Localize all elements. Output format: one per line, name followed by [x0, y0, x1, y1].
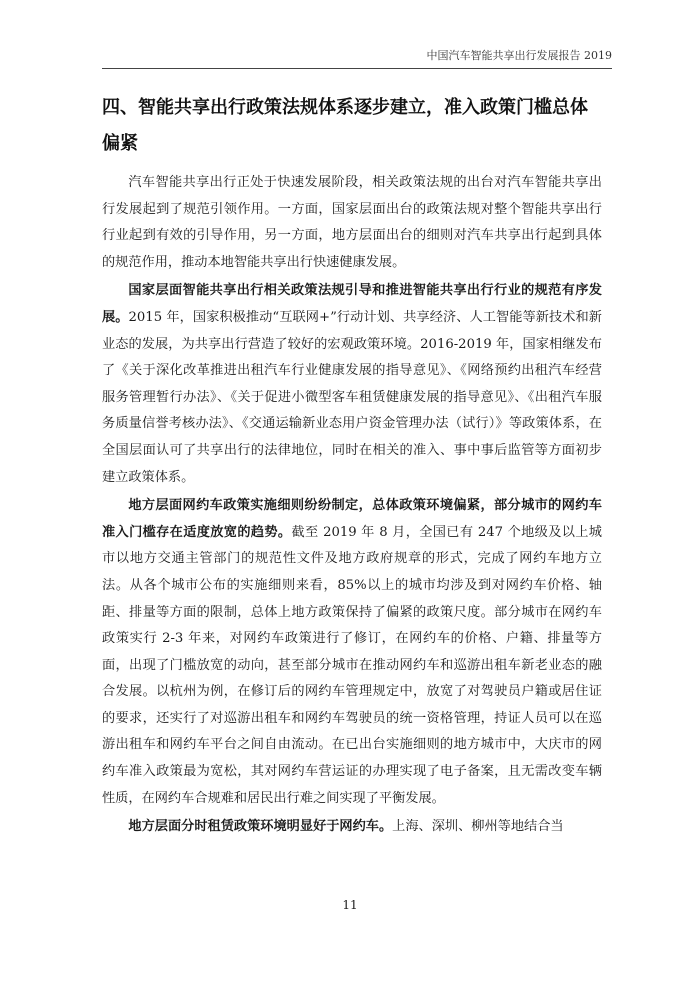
- header-divider: [102, 68, 612, 69]
- page-number: 11: [342, 898, 358, 912]
- paragraph-lead: 国家层面智能共享出行相关政策法规引导和推进智能共享出行行业的规范有序发展。: [102, 283, 602, 325]
- paragraph: [102, 170, 602, 276]
- paragraph: [102, 493, 602, 812]
- paragraph-lead: 地方层面分时租赁政策环境明显好于网约车。: [128, 819, 393, 835]
- running-header: 中国汽车智能共享出行发展报告 2019: [426, 49, 612, 62]
- paragraph-text: 截至 2019 年 8 月，全国已有 247 个地级及以上城市以地方交通主管部门的规范性文件及地方政府规章的形式，完成了网约车地方立法。从各个城市公布的实施细则来看，85%以上的城市均涉及到对网约车价格、轴距、排量等方面的限制，总体上地方政策保持了偏紧的政策尺度。部分城市在网约车政策实行 2-3 年来，对网约车政策进行了修订，在网约车的价格、户籍、排量等方面，出现了门槛放宽的动向，甚至部分城市在推动网约车和巡游出租车新老业态的融合发展。以杭州为例，在修订后的网约车管理规定中，放宽了对驾驶员户籍或居住证的要求，还实行了对巡游出租车和网约车驾驶员的统一资格管理，持证人员可以在巡游出租车和网约车平台之间自由流动。在已出台实施细则的地方城市中，大庆市的网约车准入政策最为宽松，其对网约车营运证的办理实现了电子备案，且无需改变车辆性质，在网约车合规难和居民出行难之间实现了平衡发展。: [102, 524, 602, 806]
- paragraph-text: 2015 年，国家积极推动“互联网+”行动计划、共享经济、人工智能等新技术和新业态的发展，为共享出行营造了较好的宏观政策环境。2016-2019 年，国家相继发布了《关于深化改革推进出租汽车行业健康发展的指导意见》、《网络预约出租汽车经营服务管理暂行办法》、《关于促进小微型客车租赁健康发展的指导意见》、《出租汽车服务质量信誉考核办法》、《交通运输新业态用户资金管理办法（试行）》等政策体系，在全国层面认可了共享出行的法律地位，同时在相关的准入、事中事后监管等方面初步建立政策体系。: [102, 309, 602, 485]
- body-text: [102, 170, 602, 843]
- section-heading: 四、智能共享出行政策法规体系逐步建立，准入政策门槛总体偏紧: [102, 97, 588, 154]
- paragraph: [102, 278, 602, 491]
- paragraph-text: 汽车智能共享出行正处于快速发展阶段，相关政策法规的出台对汽车智能共享出行发展起到了规范引领作用。一方面，国家层面出台的政策法规对整个智能共享出行行业起到有效的引导作用，另一方面，地方层面出台的细则对汽车共享出行起到具体的规范作用，推动本地智能共享出行快速健康发展。: [102, 175, 602, 270]
- paragraph-text: 上海、深圳、柳州等地结合当: [392, 819, 564, 835]
- paragraph-lead: 地方层面网约车政策实施细则纷纷制定，总体政策环境偏紧，部分城市的网约车准入门槛存在适度放宽的趋势。: [102, 498, 602, 540]
- paragraph: [102, 814, 602, 841]
